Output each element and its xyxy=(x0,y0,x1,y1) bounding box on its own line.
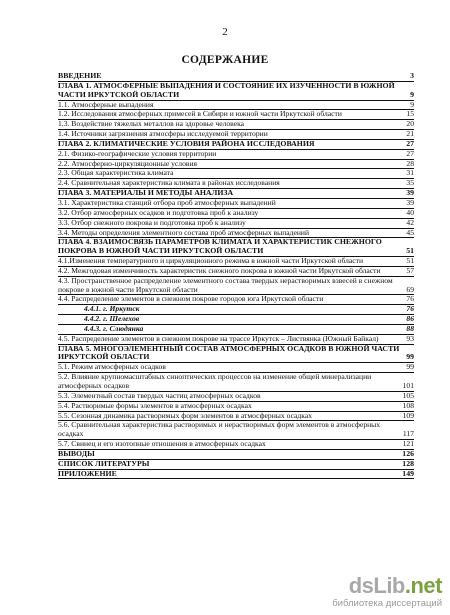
toc-entry-page: 76 xyxy=(406,295,414,304)
toc-entry[interactable] xyxy=(58,305,414,315)
toc-entry-title: 1.3. Воздействие тяжелых металлов на здоровье человека xyxy=(58,120,245,129)
toc-entry-title: 1.4. Источники загрязнения атмосферы исследуемой территории xyxy=(58,130,268,139)
toc-entry-title: 1.2. Исследования атмосферных примесей в Сибири и южной части Иркутской области xyxy=(58,110,342,119)
toc-entry[interactable] xyxy=(58,160,414,170)
toc-entry-page: 126 xyxy=(402,449,414,458)
toc-entry-page: 15 xyxy=(406,110,414,119)
toc-entry[interactable] xyxy=(58,402,414,412)
toc-entry[interactable] xyxy=(58,295,414,305)
toc-entry-page: 101 xyxy=(402,381,414,390)
toc-entry-page: 42 xyxy=(406,218,414,227)
page-number: 2 xyxy=(222,26,228,38)
toc-entry-title: 5.5. Сезонная динамика растворимых форм элементов в атмосферных осадках xyxy=(58,411,313,420)
toc-entry-page: 45 xyxy=(406,228,414,237)
toc-entry-page: 51 xyxy=(406,257,414,266)
toc-entry-page: 76 xyxy=(406,305,414,314)
toc-entry[interactable] xyxy=(58,421,414,440)
toc-entry[interactable] xyxy=(58,373,414,392)
toc-entry[interactable] xyxy=(58,412,414,422)
toc-entry[interactable] xyxy=(58,345,414,364)
toc-entry[interactable] xyxy=(58,169,414,179)
toc-entry-page: 121 xyxy=(402,440,414,449)
toc-entry-page: 105 xyxy=(402,391,414,400)
toc-entry[interactable] xyxy=(58,150,414,160)
toc-entry-title: 1.1. Атмосферные выпадения xyxy=(58,100,154,109)
toc-entry-page: 51 xyxy=(406,246,414,256)
toc-entry[interactable] xyxy=(58,72,414,82)
toc-entry-title: 5.1. Режим атмосферных осадков xyxy=(58,363,166,372)
toc-entry[interactable] xyxy=(58,219,414,229)
toc-entry-page: 20 xyxy=(406,120,414,129)
toc-entry-title: 4.4.3. г. Слюдянка xyxy=(84,324,144,333)
toc-entry-title: ПРИЛОЖЕНИЕ xyxy=(58,469,117,478)
toc-entry-page: 88 xyxy=(406,324,414,333)
toc-entry[interactable] xyxy=(58,267,414,277)
toc-entry-page: 93 xyxy=(406,334,414,343)
toc-entry-page: 86 xyxy=(406,315,414,324)
toc-entry[interactable] xyxy=(58,450,414,460)
toc-entry[interactable] xyxy=(58,440,414,450)
toc-entry-title: 3.1. Характеристика станций отбора проб атмосферных выпадений xyxy=(58,198,276,207)
toc-entry[interactable] xyxy=(58,101,414,111)
toc-entry-page: 57 xyxy=(406,266,414,275)
toc-entry[interactable] xyxy=(58,257,414,267)
toc-entry-title: 5.6. Сравнительная характеристика растворимых и нерастворимых форм элементов в атмосферных осадках xyxy=(58,421,381,439)
toc-entry-title: ГЛАВА 2. КЛИМАТИЧЕСКИЕ УСЛОВИЯ РАЙОНА ИССЛЕДОВАНИЯ xyxy=(58,139,315,148)
toc-entry-title: ГЛАВА 5. МНОГОЭЛЕМЕНТНЫЙ СОСТАВ АТМОСФЕРНЫХ ОСАДКОВ В ЮЖНОЙ ЧАСТИ ИРКУТСКОЙ ОБЛАСТИ xyxy=(58,344,400,362)
toc-entry-page: 31 xyxy=(406,169,414,178)
toc-entry-page: 28 xyxy=(406,159,414,168)
toc-entry-page: 9 xyxy=(410,100,414,109)
toc-entry-title: 5.2. Влияние крупномасштабных синоптических процессов на изменение общей минерализации атмосферных осадков xyxy=(58,373,372,390)
toc-entry-title: 5.4. Растворимые формы элементов в атмосферных осадках xyxy=(58,401,252,410)
toc-entry-page: 3 xyxy=(410,72,414,80)
toc-entry[interactable] xyxy=(58,392,414,402)
toc-entry[interactable] xyxy=(58,209,414,219)
toc-entry-page: 108 xyxy=(402,401,414,410)
table-of-contents xyxy=(58,72,414,479)
site-watermark[interactable] xyxy=(332,575,442,609)
toc-entry-page: 21 xyxy=(406,130,414,139)
toc-entry-title: 2.1. Физико-географические условия территории xyxy=(58,149,217,158)
toc-entry-title: 4.1.Изменения температурного и циркуляционного режима в южной части Иркутской области xyxy=(58,257,364,266)
toc-entry-title: 2.3. Общая характеристика климата xyxy=(58,169,174,178)
toc-entry-title: 4.2. Межгодовая изменчивость характеристик снежного покрова в южной части Иркутской области xyxy=(58,266,381,275)
toc-entry[interactable] xyxy=(58,199,414,209)
toc-entry-page: 27 xyxy=(406,139,414,148)
toc-entry-title: 4.4.2. г. Шелехов xyxy=(84,315,140,324)
toc-entry[interactable] xyxy=(58,238,414,257)
toc-entry-page: 69 xyxy=(406,284,414,294)
toc-entry[interactable] xyxy=(58,229,414,239)
toc-entry-title: ГЛАВА 3. МАТЕРИАЛЫ И МЕТОДЫ АНАЛИЗА xyxy=(58,189,234,198)
toc-entry-page: 39 xyxy=(406,189,414,198)
toc-entry-page: 117 xyxy=(402,429,414,439)
toc-entry-title: СПИСОК ЛИТЕРАТУРЫ xyxy=(58,459,150,468)
toc-entry[interactable] xyxy=(58,82,414,101)
toc-entry[interactable] xyxy=(58,460,414,470)
toc-entry-title: 3.3. Отбор снежного покрова и подготовка проб к анализу xyxy=(58,218,246,227)
toc-entry-title: 4.4. Распределение элементов в снежном покрове городов юга Иркутской области xyxy=(58,295,324,304)
toc-entry-page: 109 xyxy=(402,411,414,420)
logo-prefix: dsLib xyxy=(348,573,405,598)
toc-entry-page: 27 xyxy=(406,149,414,158)
toc-entry-title: ГЛАВА 4. ВЗАИМОСВЯЗЬ ПАРАМЕТРОВ КЛИМАТА И ХАРАКТЕРИСТИК СНЕЖНОГО ПОКРОВА В ЮЖНОЙ ЧАСТИ ИРКУТСКОЙ ОБЛАСТИ xyxy=(58,238,382,256)
toc-entry[interactable] xyxy=(58,140,414,150)
page-title: СОДЕРЖАНИЕ xyxy=(181,54,269,66)
toc-entry[interactable] xyxy=(58,315,414,325)
toc-entry[interactable] xyxy=(58,335,414,345)
toc-entry-page: 39 xyxy=(406,198,414,207)
toc-entry[interactable] xyxy=(58,189,414,199)
toc-entry[interactable] xyxy=(58,363,414,373)
watermark-caption: библиотека диссертаций xyxy=(332,598,442,609)
toc-entry-page: 99 xyxy=(406,363,414,372)
toc-entry[interactable] xyxy=(58,130,414,140)
toc-entry-title: 3.2. Отбор атмосферных осадков и подготовка проб к анализу xyxy=(58,208,259,217)
toc-entry[interactable] xyxy=(58,120,414,130)
toc-entry[interactable] xyxy=(58,277,414,296)
toc-entry-title: 3.4. Методы определения элементного состава проб атмосферных выпадений xyxy=(58,228,310,237)
toc-entry-title: 4.3. Пространственное распределение элементного состава твердых нерастворимых взвесей в снежном покрове в южной части Иркутской области xyxy=(58,276,393,294)
toc-entry-title: 4.4.1. г. Иркутск xyxy=(84,305,140,314)
logo-suffix: .net xyxy=(404,573,442,598)
toc-entry-title: 5.7. Свинец и его изотопные отношения в атмосферных осадках xyxy=(58,440,266,449)
toc-entry[interactable] xyxy=(58,325,414,335)
toc-entry-page: 128 xyxy=(402,459,414,468)
toc-entry-title: 5.3. Элементный состав твердых частиц атмосферных осадков xyxy=(58,391,261,400)
toc-entry-title: 2.4. Сравнительная характеристика климата в районах исследования xyxy=(58,179,280,188)
toc-entry-title: 4.5. Распределение элементов в снежном покрове на трассе Иркутск – Листвянка (Южный Байкал) xyxy=(58,334,379,343)
toc-entry-page: 149 xyxy=(402,469,414,478)
toc-entry-page: 9 xyxy=(410,89,414,99)
dslib-logo xyxy=(332,575,442,597)
toc-entry[interactable] xyxy=(58,179,414,189)
toc-entry-page: 40 xyxy=(406,208,414,217)
toc-entry-title: ВЫВОДЫ xyxy=(58,449,95,458)
toc-entry-title: ГЛАВА 1. АТМОСФЕРНЫЕ ВЫПАДЕНИЯ И СОСТОЯНИЕ ИХ ИЗУЧЕННОСТИ В ЮЖНОЙ ЧАСТИ ИРКУТСКОЙ ОБЛАСТИ xyxy=(58,81,395,99)
toc-entry[interactable] xyxy=(58,470,414,480)
toc-entry-page: 35 xyxy=(406,179,414,188)
toc-entry-page: 99 xyxy=(406,352,414,362)
toc-entry-title: ВВЕДЕНИЕ xyxy=(58,72,102,80)
toc-entry[interactable] xyxy=(58,110,414,120)
toc-entry-title: 2.2. Атмосферно-циркуляционные условия xyxy=(58,159,198,168)
